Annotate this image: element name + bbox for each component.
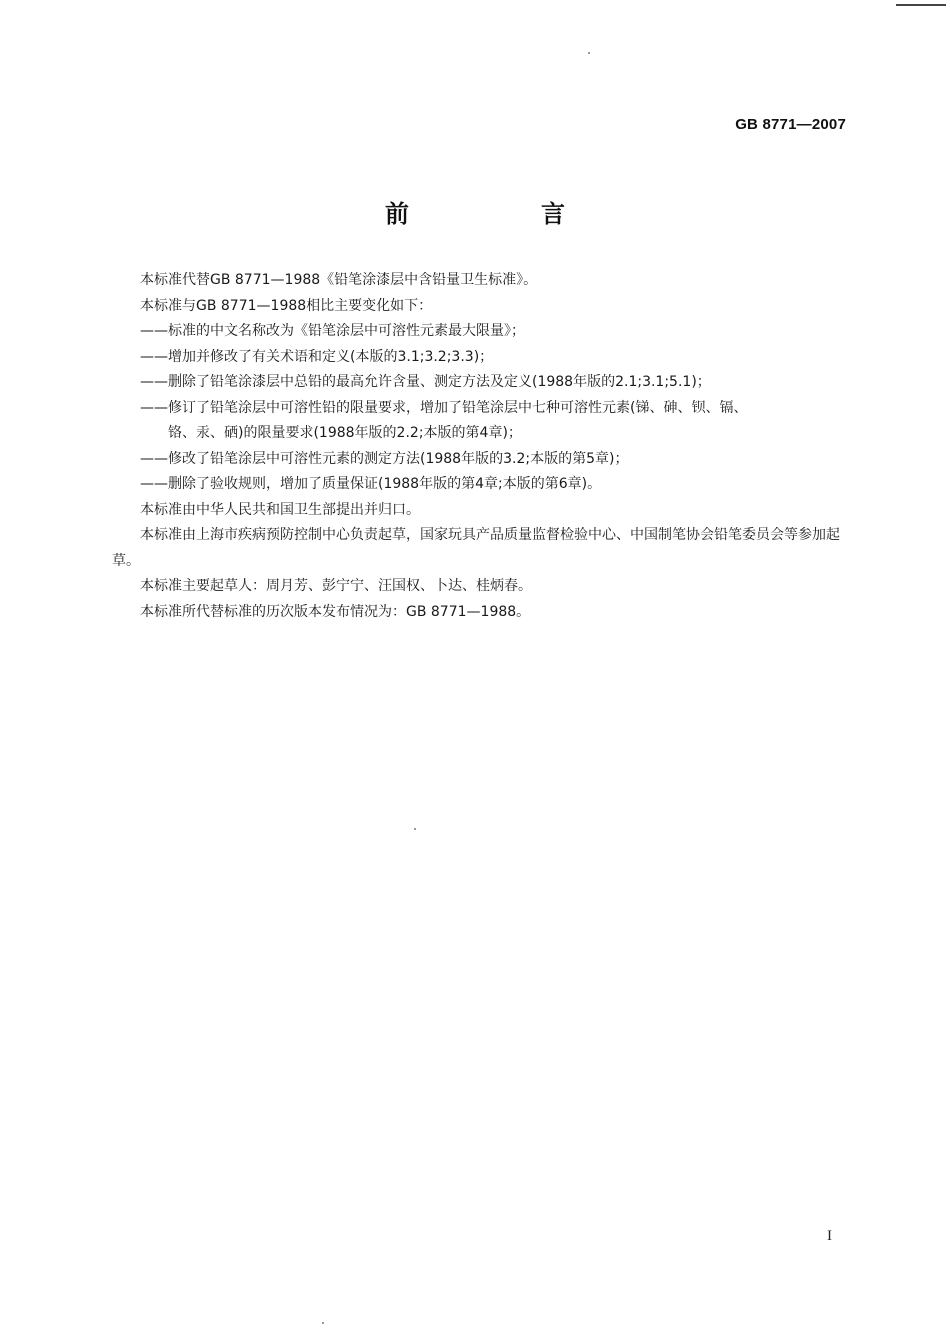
change-item — [112, 396, 852, 447]
change-item-text: 删除了验收规则，增加了质量保证(1988年版的第4章;本版的第6章)。 — [168, 476, 602, 492]
change-item-text: 增加并修改了有关术语和定义(本版的3.1;3.2;3.3)； — [168, 348, 494, 365]
change-item — [112, 370, 852, 396]
change-item-text: 修改了铅笔涂层中可溶性元素的测定方法(1988年版的3.2;本版的第5章)； — [168, 450, 629, 467]
change-item-text: 标准的中文名称改为《铅笔涂层中可溶性元素最大限量》； — [168, 323, 525, 339]
change-item — [112, 319, 852, 345]
page-title: 前 言 — [385, 200, 619, 228]
standard-number: GB 8771—2007 — [735, 116, 846, 133]
change-item — [112, 345, 852, 371]
change-item-text: 修订了铅笔涂层中可溶性铅的限量要求，增加了铅笔涂层中七种可溶性元素(锑、砷、钡、镉、 — [168, 399, 748, 416]
change-item — [112, 447, 852, 473]
paragraph-replaces: 本标准代替GB 8771—1988《铅笔涂漆层中含铅量卫生标准》。 — [140, 272, 538, 288]
change-item — [112, 472, 852, 498]
paragraph-drafters: 本标准主要起草人：周月芳、彭宁宁、汪国权、卜达、桂炳春。 — [140, 578, 532, 594]
dash-marker: —— — [140, 450, 168, 467]
scan-speck — [414, 828, 416, 830]
paragraph-drafting-units: 本标准由上海市疾病预防控制中心负责起草，国家玩具产品质量监督检验中心、中国制笔协会铅笔委员会等参加起草。 — [112, 527, 840, 569]
dash-marker: —— — [140, 399, 168, 416]
paragraph-version-history: 本标准所代替标准的历次版本发布情况为：GB 8771—1988。 — [140, 603, 531, 620]
scan-speck — [588, 52, 590, 54]
dash-marker: —— — [140, 348, 168, 365]
page-number: I — [827, 1228, 832, 1244]
paragraph-changes-intro: 本标准与GB 8771—1988相比主要变化如下： — [140, 297, 433, 314]
dash-marker: —— — [140, 374, 168, 390]
top-edge-rule — [896, 4, 946, 6]
change-item-text-continued: 铬、汞、硒)的限量要求(1988年版的2.2;本版的第4章)； — [168, 425, 522, 441]
scan-speck — [322, 1322, 324, 1324]
dash-marker: —— — [140, 476, 168, 492]
dash-marker: —— — [140, 323, 168, 339]
foreword-body — [112, 268, 852, 625]
change-item-text: 删除了铅笔涂漆层中总铅的最高允许含量、测定方法及定义(1988年版的2.1;3.1;5.1)； — [168, 374, 711, 390]
paragraph-proposer: 本标准由中华人民共和国卫生部提出并归口。 — [140, 501, 420, 518]
